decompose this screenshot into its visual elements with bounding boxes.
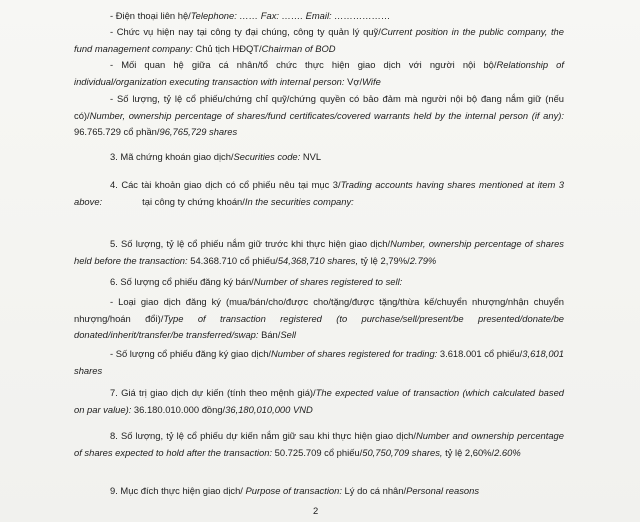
internal-person-holding-line: - Số lượng, tỷ lệ cổ phiếu/chứng chỉ quỹ/chứng quyền có bảo đảm mà người nội bộ đang nắm giữ (nếu có)/Number, ownership percentage of shares/fund certificates/covered warrants held by the internal person (if any): 96.765.729 cổ phần/96,765,729 shares [74, 93, 564, 137]
telephone-line: - Điện thoại liên hệ/Telephone: …… Fax: ……. Email: ……………… [110, 10, 391, 21]
item-6-shares-registered: - Số lượng cổ phiếu đăng ký giao dịch/Number of shares registered for trading: 3.618.001 cổ phiếu/3,618,001 shares [74, 348, 564, 376]
item-6-transaction-type: - Loại giao dịch đăng ký (mua/bán/cho/được cho/tặng/được tặng/thừa kế/chuyển nhượng/nhận chuyển nhượng/hoán đổi)/Type of transaction registered (to purchase/sell/present/be presented/donate/be donated/inherit/transfer/be transferred/swap: Bán/Sell [74, 296, 564, 340]
item-5-shares-before: 5. Số lượng, tỷ lệ cổ phiếu nắm giữ trước khi thực hiện giao dịch/Number, ownership percentage of shares held before the transaction: 54.368.710 cổ phiếu/54,368,710 shares, tỷ lệ 2,79%/2.79% [74, 238, 564, 266]
current-position-line: - Chức vụ hiện nay tại công ty đại chúng, công ty quản lý quỹ/Current position in the public company, the fund management company: Chủ tịch HĐQT/Chairman of BOD [74, 26, 564, 54]
item-4-trading-accounts: 4. Các tài khoản giao dịch có cổ phiếu nêu tại mục 3/Trading accounts having shares mentioned at item 3 above: tại công ty chứng khoán/In the securities company: [74, 179, 564, 207]
item-7-expected-value: 7. Giá trị giao dịch dự kiến (tính theo mệnh giá)/The expected value of transaction (which calculated based on par value): 36.180.010.000 đồng/36,180,010,000 VND [74, 387, 564, 415]
item-8-shares-after: 8. Số lượng, tỷ lệ cổ phiếu dự kiến nắm giữ sau khi thực hiện giao dịch/Number and ownership percentage of shares expected to hold after the transaction: 50.725.709 cổ phiếu/50,750,709 shares, tỷ lệ 2,60%/2.60% [74, 430, 564, 458]
item-6-shares-to-sell: 6. Số lượng cổ phiếu đăng ký bán/Number of shares registered to sell: [110, 276, 403, 287]
item-3-securities-code: 3. Mã chứng khoán giao dịch/Securities code: NVL [110, 151, 322, 162]
item-9-purpose: 9. Mục đích thực hiện giao dịch/ Purpose of transaction: Lý do cá nhân/Personal reasons [110, 485, 480, 496]
relationship-line: - Mối quan hệ giữa cá nhân/tổ chức thực hiện giao dịch với người nội bộ/Relationship of individual/organization executing transaction with internal person: Vợ/Wife [74, 59, 564, 87]
page-number: 2 [313, 505, 319, 516]
